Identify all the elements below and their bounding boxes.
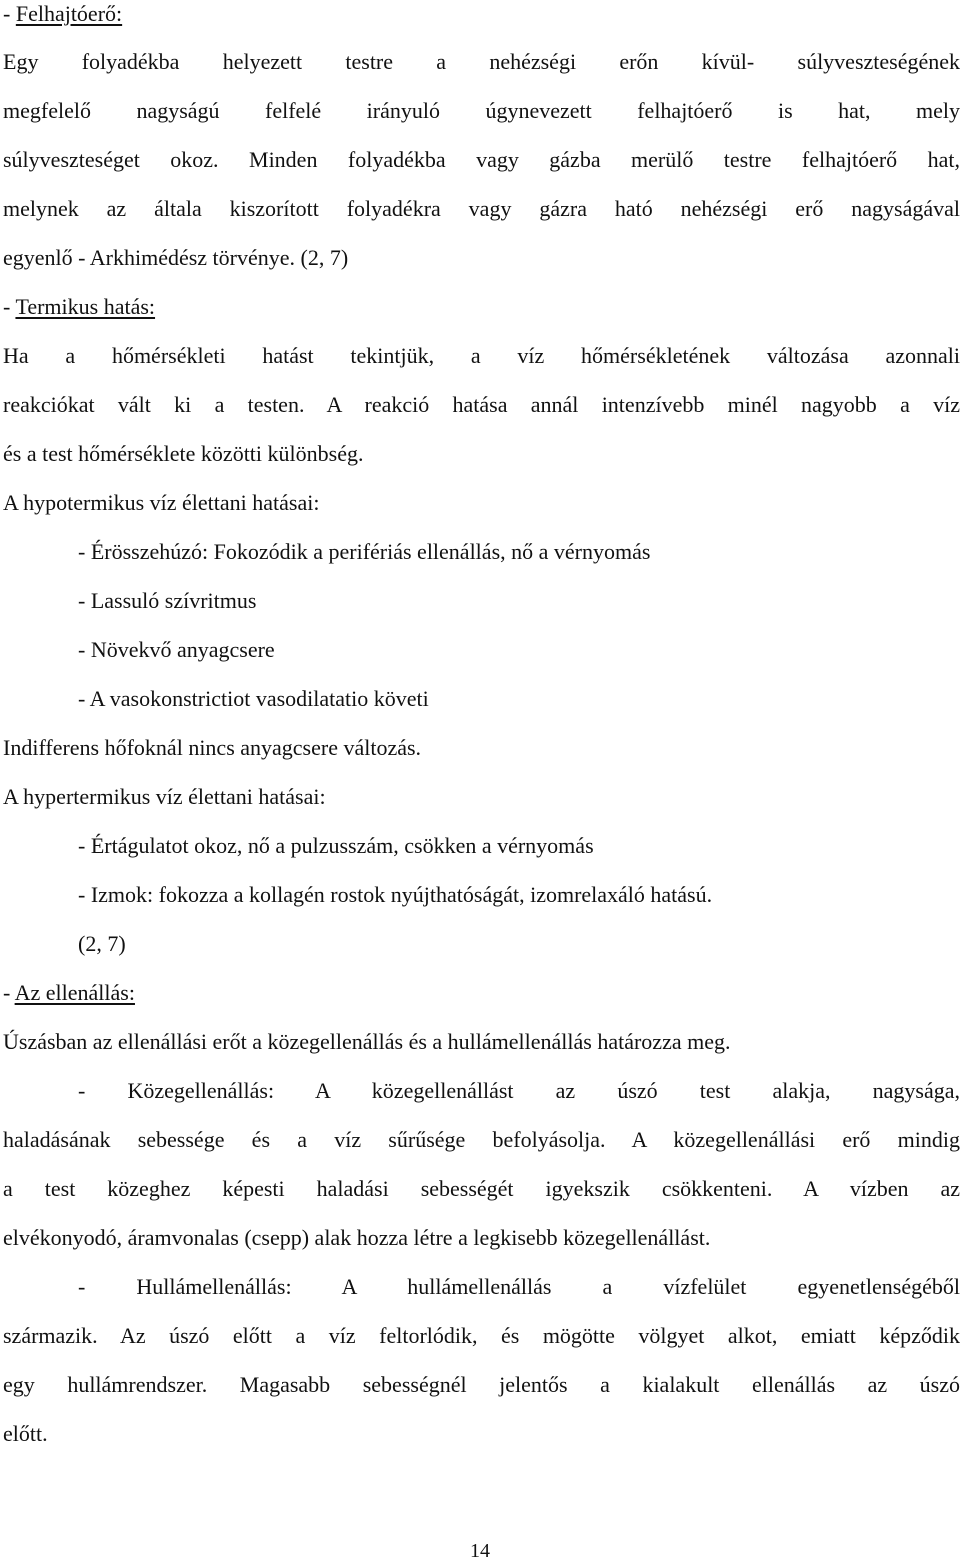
paragraph-line: Egy folyadékba helyezett testre a nehézségi erőn kívül- súlyveszteségének	[3, 49, 960, 74]
hypo-title: A hypotermikus víz élettani hatásai:	[3, 490, 320, 515]
section-heading-buoyancy	[3, 0, 960, 28]
list-item: - Izmok: fokozza a kollagén rostok nyújthatóságát, izomrelaxáló hatású.	[78, 882, 713, 907]
paragraph-line: Indifferens hőfoknál nincs anyagcsere változás.	[3, 735, 422, 760]
list-item: - A vasokonstrictiot vasodilatatio követi	[78, 686, 429, 711]
list-item: - Értágulatot okoz, nő a pulzusszám, csökken a vérnyomás	[78, 833, 594, 858]
section-heading-thermal	[3, 293, 960, 321]
heading-dash: -	[3, 294, 16, 319]
list-item: - Növekvő anyagcsere	[78, 637, 275, 662]
citation: (2, 7)	[78, 931, 126, 956]
paragraph-line: súlyveszteséget okoz. Minden folyadékba vagy gázba merülő testre felhajtóerő hat,	[3, 147, 960, 172]
paragraph-line: reakciókat vált ki a testen. A reakció hatása annál intenzívebb minél nagyobb a víz	[3, 392, 960, 417]
paragraph-line: - Közegellenállás: A közegellenállást az úszó test alakja, nagysága,	[78, 1078, 960, 1103]
paragraph-line: a test közeghez képesti haladási sebességét igyekszik csökkenteni. A vízben az	[3, 1176, 960, 1201]
section-heading-resistance	[3, 979, 960, 1007]
paragraph-line: egyenlő - Arkhimédész törvénye. (2, 7)	[3, 245, 349, 270]
paragraph-line: Ha a hőmérsékleti hatást tekintjük, a víz hőmérsékletének változása azonnali	[3, 343, 960, 368]
heading-text: Termikus hatás:	[15, 294, 156, 319]
list-item: - Lassuló szívritmus	[78, 588, 257, 613]
paragraph-line: származik. Az úszó előtt a víz feltorlódik, és mögötte völgyet alkot, emiatt képződik	[3, 1323, 960, 1348]
paragraph-line: - Hullámellenállás: A hullámellenállás a vízfelület egyenetlenségéből	[78, 1274, 960, 1299]
page-number: 14	[470, 1540, 490, 1562]
heading-dash: -	[3, 1, 16, 26]
paragraph-line: egy hullámrendszer. Magasabb sebességnél jelentős a kialakult ellenállás az úszó	[3, 1372, 960, 1397]
paragraph-line: haladásának sebessége és a víz sűrűsége befolyásolja. A közegellenállási erő mindig	[3, 1127, 960, 1152]
paragraph-line: melynek az általa kiszorított folyadékra vagy gázra ható nehézségi erő nagyságával	[3, 196, 960, 221]
list-item: - Érösszehúzó: Fokozódik a perifériás ellenállás, nő a vérnyomás	[78, 539, 651, 564]
paragraph-line: Úszásban az ellenállási erőt a közegellenállás és a hullámellenállás határozza meg.	[3, 1029, 731, 1054]
paragraph-line: és a test hőmérséklete közötti különbség.	[3, 441, 364, 466]
paragraph-line: megfelelő nagyságú felfelé irányuló úgynevezett felhajtóerő is hat, mely	[3, 98, 960, 123]
heading-dash: -	[3, 980, 15, 1005]
hyper-title: A hypertermikus víz élettani hatásai:	[3, 784, 326, 809]
paragraph-line: előtt.	[3, 1421, 48, 1446]
heading-text: Felhajtóerő:	[15, 1, 123, 26]
paragraph-line: elvékonyodó, áramvonalas (csepp) alak hozza létre a legkisebb közegellenállást.	[3, 1225, 711, 1250]
heading-text: Az ellenállás:	[14, 980, 135, 1005]
